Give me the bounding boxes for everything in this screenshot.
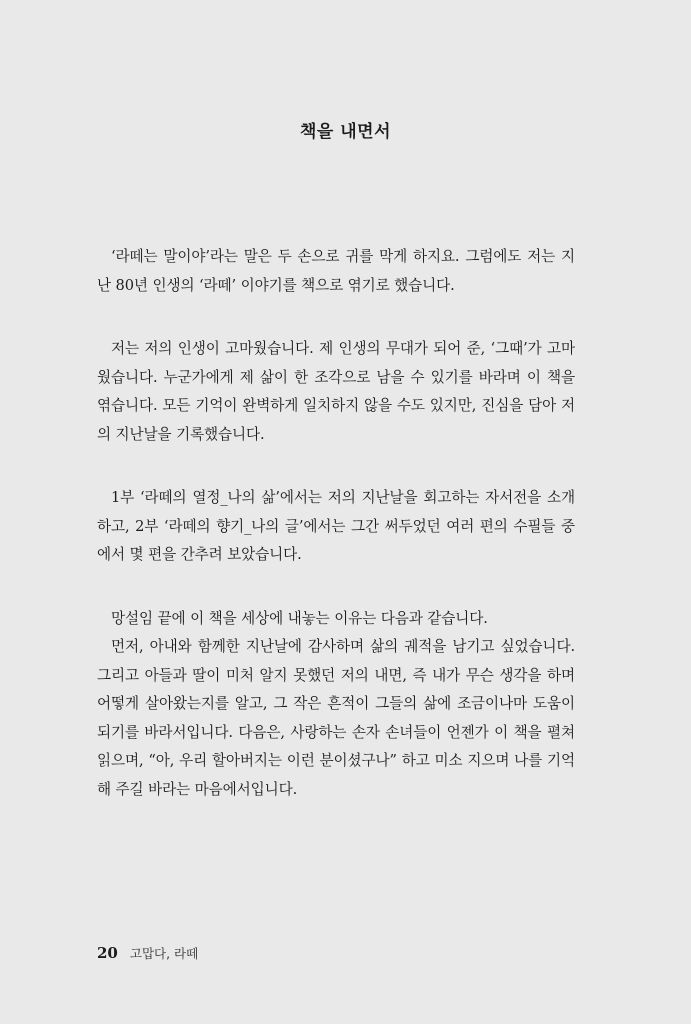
page-title: 책을 내면서 [299, 122, 392, 142]
paragraph-1: ‘라떼는 말이야’라는 말은 두 손으로 귀를 막게 하지요. 그럼에도 저는 지난 80년 인생의 ‘라떼’ 이야기를 책으로 엮기로 했습니다. [97, 248, 575, 294]
paragraph-4: 망설임 끝에 이 책을 세상에 내놓는 이유는 다음과 같습니다. [111, 609, 488, 627]
page-footer [97, 944, 198, 962]
paragraph-3: 1부 ‘라떼의 열정_나의 삶’에서는 저의 지난날을 회고하는 자서전을 소개하고, 2부 ‘라떼의 향기_나의 글’에서는 그간 써두었던 여러 편의 수필들 중에서 몇 편을 간추려 보았습니다. [97, 489, 575, 563]
running-title: 고맙다, 라떼 [129, 946, 199, 961]
paragraph-5: 먼저, 아내와 함께한 지난날에 감사하며 삶의 궤적을 남기고 싶었습니다. 그리고 아들과 딸이 미처 알지 못했던 저의 내면, 즉 내가 무슨 생각을 하며 어떻게 살아왔는지를 알고, 그 작은 흔적이 그들의 삶에 조금이나마 도움이 되기를 바라서입니다. 다음은, 사랑하는 손자 손녀들이 언젠가 이 책을 펼쳐 읽으며, “아, 우리 할아버지는 이런 분이셨구나” 하고 미소 지으며 나를 기억해 주길 바라는 마음에서입니다. [97, 638, 575, 798]
page-number: 20 [97, 944, 118, 962]
body-text [97, 243, 575, 839]
paragraph-2: 저는 저의 인생이 고마웠습니다. 제 인생의 무대가 되어 준, ‘그때’가 고마웠습니다. 누군가에게 제 삶이 한 조각으로 남을 수 있기를 바라며 이 책을 엮습니다. 모든 기억이 완벽하게 일치하지 않을 수도 있지만, 진심을 담아 저의 지난날을 기록했습니다. [97, 340, 575, 443]
